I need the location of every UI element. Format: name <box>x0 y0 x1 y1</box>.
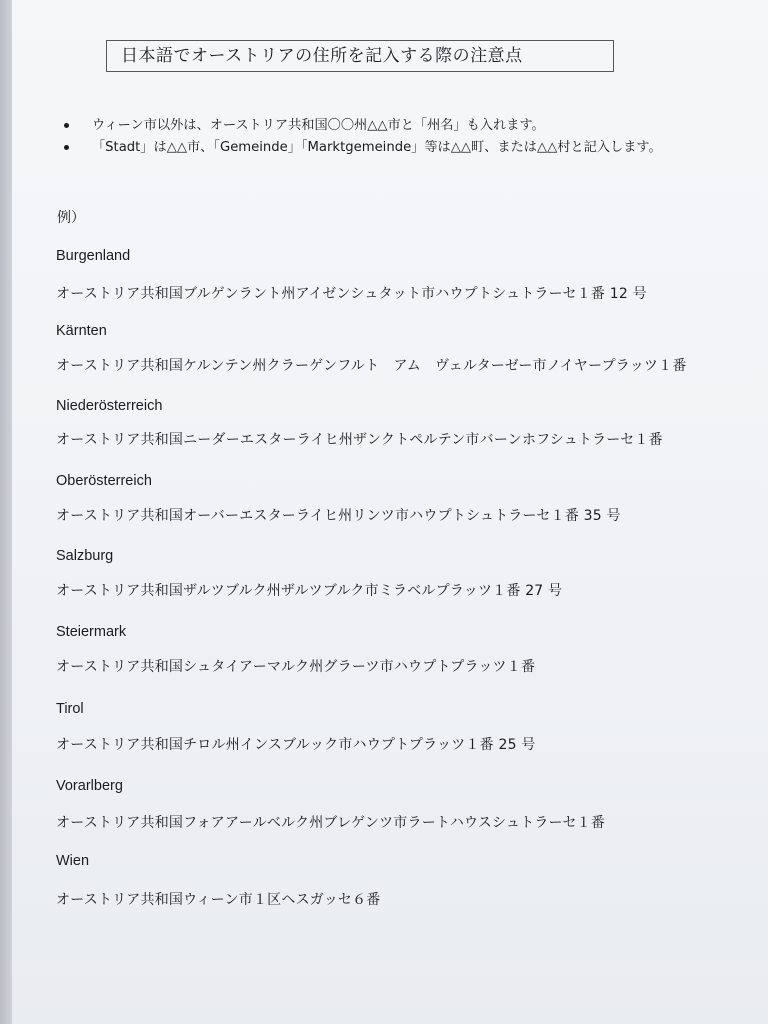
address-wien: オーストリア共和国ウィーン市１区ヘスガッセ６番 <box>56 892 381 908</box>
address-burgenland: オーストリア共和国ブルゲンラント州アイゼンシュタット市ハウプトシュトラーセ１番 12 号 <box>56 286 647 302</box>
example-label: 例） <box>57 210 85 226</box>
state-name-vorarlberg: Vorarlberg <box>56 778 123 794</box>
bullet-icon <box>64 123 69 128</box>
note-item <box>62 115 762 137</box>
state-name-burgenland: Burgenland <box>56 248 131 264</box>
address-oberosterreich: オーストリア共和国オーバーエスターライヒ州リンツ市ハウプトシュトラーセ１番 35 号 <box>56 508 621 524</box>
paper-shadow-edge <box>0 0 12 1024</box>
address-tirol: オーストリア共和国チロル州インスブルック市ハウプトプラッツ１番 25 号 <box>56 737 536 753</box>
address-niederosterreich: オーストリア共和国ニーダーエスターライヒ州ザンクトペルテン市バーンホフシュトラーセ１番 <box>56 432 663 448</box>
state-name-salzburg: Salzburg <box>56 548 114 564</box>
state-name-tirol: Tirol <box>56 701 84 717</box>
document-page <box>12 0 768 1024</box>
state-name-wien: Wien <box>56 853 90 869</box>
state-name-steiermark: Steiermark <box>56 624 127 640</box>
state-name-oberosterreich: Oberösterreich <box>56 473 152 489</box>
bullet-icon <box>64 145 69 150</box>
address-karnten: オーストリア共和国ケルンテン州クラーゲンフルト アム ヴェルターゼー市ノイヤープラッツ１番 <box>56 358 687 374</box>
address-vorarlberg: オーストリア共和国フォアアールベルク州ブレゲンツ市ラートハウスシュトラーセ１番 <box>56 815 606 831</box>
document-title: 日本語でオーストリアの住所を記入する際の注意点 <box>106 40 614 72</box>
address-steiermark: オーストリア共和国シュタイアーマルク州グラーツ市ハウプトプラッツ１番 <box>56 659 536 675</box>
state-name-niederosterreich: Niederösterreich <box>56 398 163 414</box>
note-text: ウィーン市以外は、オーストリア共和国〇〇州△△市と「州名」も入れます。 <box>92 118 545 133</box>
note-item <box>62 137 762 159</box>
note-text: 「Stadt」は△△市、「Gemeinde」「Marktgemeinde」等は△△町、または△△村と記入します。 <box>92 140 662 155</box>
state-name-karnten: Kärnten <box>56 323 107 339</box>
notes-list <box>62 115 762 159</box>
address-salzburg: オーストリア共和国ザルツブルク州ザルツブルク市ミラベルプラッツ１番 27 号 <box>56 583 563 599</box>
